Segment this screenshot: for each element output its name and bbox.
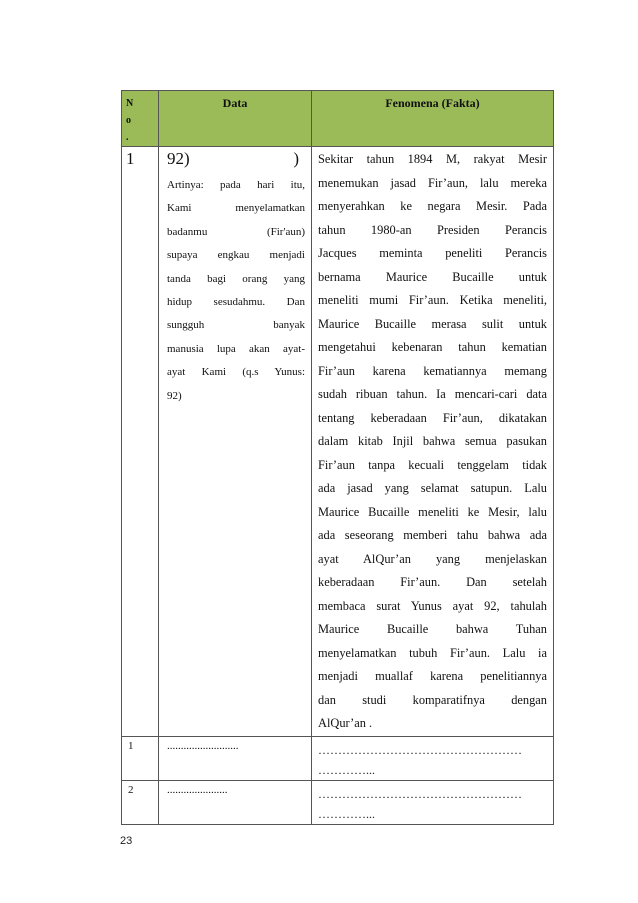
fenomena-line: menyerahkan ke negara Mesir. Pada — [318, 199, 547, 213]
fenomena-line: Maurice Bucaille merasa sulit untuk — [318, 316, 547, 331]
header-data: Data — [159, 91, 312, 147]
fenomena-line: ada seseorang memberi tahu bahwa ada — [318, 528, 547, 542]
verse-reference — [167, 149, 305, 169]
fenomena-line: mengetahui kebenaran tahun kematian — [318, 340, 547, 354]
verse-close: ) — [293, 149, 299, 168]
fenomena-line: keberadaan Fir’aun. Dan setelah — [318, 575, 547, 589]
table-row — [122, 780, 554, 824]
header-no — [122, 91, 159, 147]
data-cell: ...................... — [159, 780, 312, 824]
fenomena-line: AlQur’an . — [318, 716, 373, 730]
fenomena-line: ada jasad yang selamat satupun. Lalu — [318, 481, 547, 495]
meaning-line: 92) — [167, 389, 182, 402]
fenomena-line: bernama Maurice Bucaille untuk — [318, 269, 547, 284]
fenomena-placeholder-line: …………... — [318, 806, 375, 821]
table-row — [122, 147, 554, 737]
meaning-line: supaya engkau menjadi — [167, 249, 305, 262]
header-no-letter: . — [126, 132, 129, 143]
header-fenomena: Fenomena (Fakta) — [312, 91, 554, 147]
fenomena-line: Fir’aun tanpa kecuali tenggelam tidak — [318, 457, 547, 472]
fenomena-cell — [312, 736, 554, 780]
row-number: 1 — [122, 147, 159, 737]
fenomena-cell — [312, 780, 554, 824]
data-table — [121, 90, 554, 825]
meaning-line: Kami menyelamatkan — [167, 202, 305, 215]
fenomena-placeholder-line: …………………………………………… — [318, 786, 522, 801]
meaning-line: badanmu (Fir'aun) — [167, 225, 305, 238]
fenomena-line: Maurice Bucaille meneliti ke Mesir, lalu — [318, 504, 547, 519]
fenomena-line: dan studi komparatifnya dengan — [318, 692, 547, 707]
fenomena-line: membaca surat Yunus ayat 92, tahulah — [318, 598, 547, 613]
fenomena-line: Sekitar tahun 1894 M, rakyat Mesir — [318, 152, 547, 166]
fenomena-line: menemukan jasad Fir’aun, lalu mereka — [318, 175, 547, 190]
meaning-line: tanda bagi orang yang — [167, 272, 305, 285]
fenomena-cell — [312, 147, 554, 737]
fenomena-line: tentang keberadaan Fir’aun, dikatakan — [318, 410, 547, 425]
meaning-line: ayat Kami (q.s Yunus: — [167, 366, 305, 379]
fenomena-line: menyelamatkan tubuh Fir’aun. Lalu ia — [318, 645, 547, 660]
fenomena-line: meneliti mumi Fir’aun. Ketika meneliti, — [318, 293, 547, 307]
header-no-letter: N — [126, 98, 134, 109]
page-number: 23 — [120, 835, 133, 847]
data-cell: .......................... — [159, 736, 312, 780]
fenomena-placeholder-line: …………………………………………… — [318, 742, 522, 757]
fenomena-line: Fir’aun karena kematiannya memang — [318, 363, 547, 378]
verse-number: 92) — [167, 149, 190, 168]
verse-meaning — [167, 174, 305, 408]
fenomena-line: dalam kitab Injil bahwa semua pasukan — [318, 434, 547, 448]
fenomena-line: sudah ribuan tahun. Ia mencari-cari data — [318, 387, 547, 401]
table-header-row — [122, 91, 554, 147]
fenomena-line: tahun 1980-an Presiden Perancis — [318, 222, 547, 237]
fenomena-line: ayat AlQur’an yang menjelaskan — [318, 551, 547, 566]
meaning-line: hidup sesudahmu. Dan — [167, 296, 305, 309]
fenomena-line: Jacques meminta peneliti Perancis — [318, 246, 547, 260]
row-number: 2 — [122, 780, 159, 824]
meaning-line: manusia lupa akan ayat- — [167, 342, 305, 355]
fenomena-line: Maurice Bucaille bahwa Tuhan — [318, 622, 547, 636]
header-no-letter: o — [126, 115, 131, 126]
meaning-line: Artinya: pada hari itu, — [167, 179, 305, 191]
fenomena-placeholder-line: …………... — [318, 762, 375, 777]
data-cell — [159, 147, 312, 737]
table-row — [122, 736, 554, 780]
fenomena-line: menjadi muallaf karena penelitiannya — [318, 669, 547, 683]
row-number: 1 — [122, 736, 159, 780]
meaning-line: sungguh banyak — [167, 319, 305, 332]
